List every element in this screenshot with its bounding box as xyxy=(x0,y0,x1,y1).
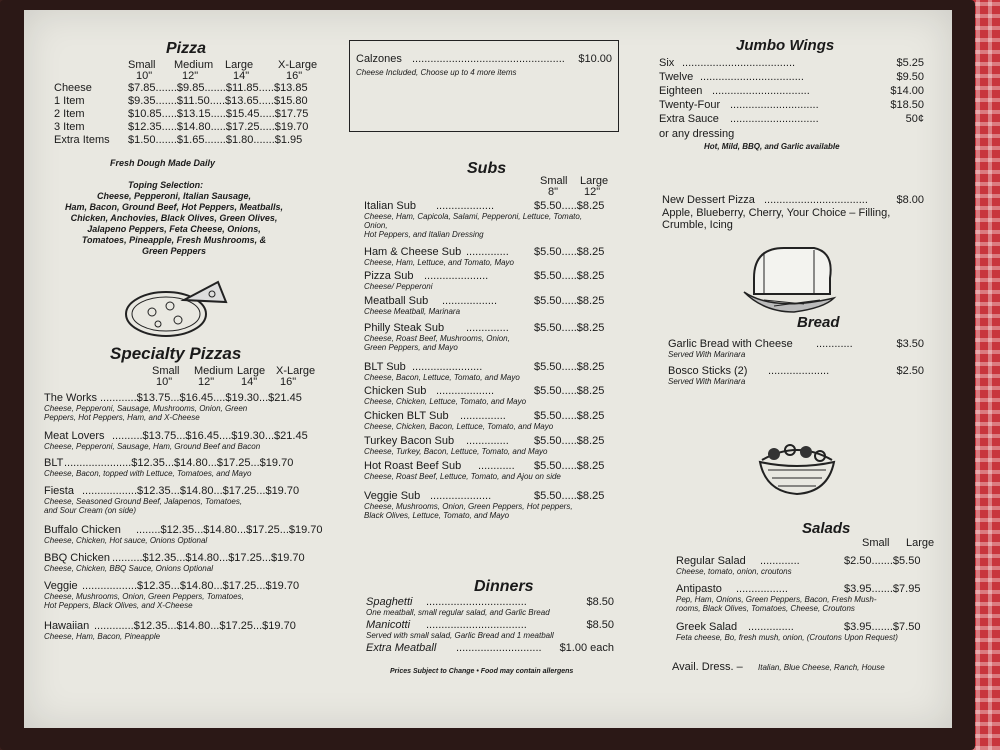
specialty-pizza-desc: Cheese, Chicken, Hot sauce, Onions Optional xyxy=(44,536,208,545)
pizza-size-header: Small xyxy=(128,59,156,71)
bread-desc: Served With Marinara xyxy=(668,377,746,386)
wing-price: $18.50 xyxy=(890,99,924,111)
dinner-name: Manicotti xyxy=(366,619,411,631)
bread-name: Garlic Bread with Cheese xyxy=(668,338,793,350)
menu-column-right xyxy=(644,10,944,728)
wing-price: $14.00 xyxy=(890,85,924,97)
specialty-pizza-desc: Cheese, Chicken, BBQ Sauce, Onions Optional xyxy=(44,564,213,573)
sub-dots: ................... xyxy=(436,200,495,212)
wing-name: Twelve xyxy=(659,71,694,83)
sub-prices: $5.50.....$8.25 xyxy=(534,246,605,258)
bread-name: Bosco Sticks (2) xyxy=(668,365,748,377)
sub-desc: Cheese, Roast Beef, Lettuce, Tomato, and Ajou on side xyxy=(364,472,561,481)
bread-dots: ............ xyxy=(816,338,853,350)
specialty-pizza-prices: ..........$13.75...$16.45....$19.30...$21.45 xyxy=(112,430,308,442)
menu-page xyxy=(24,10,952,728)
wing-price: $9.50 xyxy=(896,71,924,83)
specialty-pizza-prices: .............$12.35...$14.80...$17.25...$19.70 xyxy=(94,620,296,632)
salad-name: Antipasto xyxy=(676,583,722,595)
pizza-size-inches: 10" xyxy=(136,70,153,82)
menu-column-left xyxy=(24,10,324,728)
sub-dots: ............... xyxy=(460,410,506,422)
sub-size-large: Large xyxy=(580,175,609,187)
calzones-dots: .................................................. xyxy=(412,53,565,65)
specialty-pizza-name: Meat Lovers xyxy=(44,430,105,442)
specialty-pizza-name: BBQ Chicken xyxy=(44,552,111,564)
pizza-row-prices: $10.85.....$13.15.....$15.45.....$17.75 xyxy=(128,108,309,120)
sub-desc: Cheese, Ham, Lettuce, and Tomato, Mayo xyxy=(364,258,515,267)
sub-name: Meatball Sub xyxy=(364,295,429,307)
specialty-pizza-desc: Cheese, Seasoned Ground Beef, Jalapenos, Tomatoes, xyxy=(44,497,243,506)
bread-illustration xyxy=(734,238,844,318)
menu-column-middle xyxy=(334,10,634,728)
sub-desc: Cheese, Bacon, Lettuce, Tomato, and Mayo xyxy=(364,373,520,382)
specialty-pizza-name: Hawaiian xyxy=(44,620,90,632)
dinner-name: Spaghetti xyxy=(366,596,413,608)
specialty-pizza-desc: Cheese, Bacon, topped with Lettuce, Tomatoes, and Mayo xyxy=(44,469,252,478)
wing-price: $5.25 xyxy=(896,57,924,69)
salad-desc: rooms, Black Olives, Tomatoes, Cheese, Croutons xyxy=(676,604,855,613)
pizza-row-prices: $1.50.......$1.65.......$1.80.......$1.95 xyxy=(128,134,303,146)
dinner-dots: ................................. xyxy=(426,619,527,631)
dinner-name: Extra Meatball xyxy=(366,642,437,654)
prices-footer: Prices Subject to Change • Food may contain allergens xyxy=(390,668,574,675)
specialty-pizza-prices: ..................$12.35...$14.80...$17.25...$19.70 xyxy=(82,580,300,592)
dinner-price: $1.00 each xyxy=(559,642,614,654)
calzones-desc: Cheese Included, Choose up to 4 more items xyxy=(356,68,517,77)
salad-desc: Feta cheese, Bo, fresh mush, onion, (Croutons Upon Request) xyxy=(676,633,898,642)
bread-price: $2.50 xyxy=(896,365,924,377)
pizza-size-inches: 12" xyxy=(182,70,199,82)
salad-bowl-illustration xyxy=(752,430,842,500)
sub-name: Philly Steak Sub xyxy=(364,322,445,334)
salad-prices: $2.50.......$5.50 xyxy=(844,555,921,567)
wings-dressing: or any dressing xyxy=(659,128,735,140)
specialty-size-header: X-Large xyxy=(276,365,316,377)
topping-line: Green Peppers xyxy=(141,246,207,256)
sub-desc: Cheese, Chicken, Bacon, Lettuce, Tomato, and Mayo xyxy=(364,422,554,431)
specialty-pizza-name: The Works xyxy=(44,392,97,404)
sub-prices: $5.50.....$8.25 xyxy=(534,322,605,334)
pizza-size-header: X-Large xyxy=(278,59,318,71)
sub-prices: $5.50.....$8.25 xyxy=(534,295,605,307)
sub-name: BLT Sub xyxy=(364,361,406,373)
specialty-pizza-desc: Peppers, Hot Peppers, Ham, and X-Cheese xyxy=(44,413,200,422)
sub-desc: Hot Peppers, and Italian Dressing xyxy=(364,230,484,239)
dinner-desc: Served with small salad, Garlic Bread and 1 meatball xyxy=(366,631,554,640)
salad-desc: Cheese, tomato, onion, croutons xyxy=(676,567,792,576)
sub-name: Turkey Bacon Sub xyxy=(364,435,455,447)
sub-dots: .............. xyxy=(466,435,509,447)
sub-dots: .............. xyxy=(466,322,509,334)
jumbo-wings-title: Jumbo Wings xyxy=(736,37,835,54)
sub-name: Chicken BLT Sub xyxy=(364,410,449,422)
pizza-slice-illustration xyxy=(122,272,232,342)
specialty-pizza-desc: Cheese, Pepperoni, Sausage, Mushrooms, Onion, Green xyxy=(44,404,248,413)
topping-title: Toping Selection: xyxy=(128,180,204,190)
wing-name: Extra Sauce xyxy=(659,113,719,125)
sub-desc: Onion, xyxy=(364,221,388,230)
sub-dots: .................... xyxy=(430,490,492,502)
calzones-name: Calzones xyxy=(356,53,402,65)
pizza-row-label: Cheese xyxy=(54,82,92,94)
specialty-pizza-desc: and Sour Cream (on side) xyxy=(44,506,137,515)
specialty-pizza-name: BLT xyxy=(44,457,64,469)
sub-desc: Cheese, Turkey, Bacon, Lettuce, Tomato, and Mayo xyxy=(364,447,548,456)
dressings-label: Avail. Dress. – xyxy=(672,661,743,673)
calzones-price: $10.00 xyxy=(578,53,612,65)
wing-dots: ............................. xyxy=(730,113,819,125)
pizza-row-prices: $12.35.....$14.80.....$17.25.....$19.70 xyxy=(128,121,309,133)
sub-name: Italian Sub xyxy=(364,200,416,212)
wing-price: 50¢ xyxy=(905,113,924,125)
sub-prices: $5.50.....$8.25 xyxy=(534,200,605,212)
specialty-size-inches: 14" xyxy=(241,376,258,388)
sub-desc: Cheese, Roast Beef, Mushrooms, Onion, xyxy=(364,334,510,343)
sub-dots: .................. xyxy=(442,295,498,307)
salad-size-small: Small xyxy=(862,537,890,549)
wing-dots: ................................ xyxy=(712,85,810,97)
sub-name: Chicken Sub xyxy=(364,385,427,397)
salad-prices: $3.95.......$7.50 xyxy=(844,621,921,633)
specialty-size-inches: 12" xyxy=(198,376,215,388)
sub-size-large-inches: 12" xyxy=(584,186,601,198)
dinner-price: $8.50 xyxy=(586,596,614,608)
sub-prices: $5.50.....$8.25 xyxy=(534,490,605,502)
specialty-pizza-desc: Cheese, Pepperoni, Sausage, Ham, Ground Beef and Bacon xyxy=(44,442,261,451)
calzones-box xyxy=(349,40,619,132)
salad-dots: ............. xyxy=(760,555,800,567)
sub-name: Hot Roast Beef Sub xyxy=(364,460,462,472)
salad-prices: $3.95.......$7.95 xyxy=(844,583,921,595)
salad-name: Greek Salad xyxy=(676,621,738,633)
specialty-pizza-prices: ..........$12.35...$14.80...$17.25...$19.70 xyxy=(112,552,305,564)
dessert-desc-1: Apple, Blueberry, Cherry, Your Choice – Filling, xyxy=(662,207,891,219)
dinner-desc: One meatball, small regular salad, and Garlic Bread xyxy=(366,608,550,617)
salad-dots: ............... xyxy=(748,621,794,633)
pizza-size-header: Medium xyxy=(174,59,214,71)
specialty-pizza-prices: ..................$12.35...$14.80...$17.25...$19.70 xyxy=(82,485,300,497)
sub-prices: $5.50.....$8.25 xyxy=(534,270,605,282)
sub-desc: Cheese, Chicken, Lettuce, Tomato, and Mayo xyxy=(364,397,527,406)
sub-dots: ............ xyxy=(478,460,515,472)
sub-dots: ..................... xyxy=(424,270,489,282)
dessert-desc-2: Crumble, Icing xyxy=(662,219,733,231)
sub-desc: Cheese, Ham, Capicola, Salami, Pepperoni, Lettuce, Tomato, xyxy=(364,212,583,221)
pizza-row-prices: $7.85.......$9.85.......$11.85.....$13.85 xyxy=(128,82,308,94)
sub-name: Veggie Sub xyxy=(364,490,421,502)
specialty-pizza-name: Veggie xyxy=(44,580,78,592)
sub-prices: $5.50.....$8.25 xyxy=(534,435,605,447)
bread-title: Bread xyxy=(797,314,840,331)
sub-dots: .............. xyxy=(466,246,509,258)
wing-name: Eighteen xyxy=(659,85,703,97)
wings-flavors: Hot, Mild, BBQ, and Garlic available xyxy=(704,142,840,151)
bread-price: $3.50 xyxy=(896,338,924,350)
sub-size-small-inches: 8" xyxy=(548,186,559,198)
specialty-pizzas-title: Specialty Pizzas xyxy=(110,344,242,363)
dressings-list: Italian, Blue Cheese, Ranch, House xyxy=(758,663,885,672)
topping-line: Jalapeno Peppers, Feta Cheese, Onions, xyxy=(87,224,261,234)
sub-name: Pizza Sub xyxy=(364,270,414,282)
pizza-row-label: 3 Item xyxy=(54,121,85,133)
sub-desc: Cheese, Mushrooms, Onion, Green Peppers, Hot peppers, xyxy=(364,502,573,511)
pizza-size-inches: 14" xyxy=(233,70,250,82)
wing-name: Six xyxy=(659,57,675,69)
sub-size-small: Small xyxy=(540,175,568,187)
sub-desc: Black Olives, Lettuce, Tomato, and Mayo xyxy=(364,511,510,520)
specialty-pizza-desc: Cheese, Ham, Bacon, Pineapple xyxy=(44,632,161,641)
pizza-title: Pizza xyxy=(166,40,207,57)
bread-dots: .................... xyxy=(768,365,830,377)
pizza-row-label: 2 Item xyxy=(54,108,85,120)
salads-title: Salads xyxy=(802,520,851,537)
salad-size-large: Large xyxy=(906,537,935,549)
specialty-pizza-desc: Cheese, Mushrooms, Onion, Green Peppers, Tomatoes, xyxy=(44,592,244,601)
salad-desc: Pep, Ham, Onions, Green Peppers, Bacon, Fresh Mush- xyxy=(676,595,877,604)
sub-name: Ham & Cheese Sub xyxy=(364,246,462,258)
salad-name: Regular Salad xyxy=(676,555,746,567)
specialty-pizza-prices: ............$13.75...$16.45....$19.30...$21.45 xyxy=(100,392,302,404)
wing-dots: ..................................... xyxy=(682,57,796,69)
bread-desc: Served With Marinara xyxy=(668,350,746,359)
dinner-price: $8.50 xyxy=(586,619,614,631)
sub-prices: $5.50.....$8.25 xyxy=(534,460,605,472)
subs-title: Subs xyxy=(467,160,507,177)
pizza-row-label: 1 Item xyxy=(54,95,85,107)
specialty-size-header: Large xyxy=(237,365,266,377)
specialty-size-header: Small xyxy=(152,365,180,377)
sub-desc: Cheese Meatball, Marinara xyxy=(364,307,461,316)
topping-line: Tomatoes, Pineapple, Fresh Mushrooms, & xyxy=(81,235,267,245)
topping-line: Chicken, Anchovies, Black Olives, Green Olives, xyxy=(70,213,278,223)
specialty-pizza-name: Buffalo Chicken xyxy=(44,524,121,536)
dinner-dots: ................................. xyxy=(426,596,527,608)
sub-prices: $5.50.....$8.25 xyxy=(534,410,605,422)
specialty-size-header: Medium xyxy=(194,365,234,377)
dessert-dots: .................................. xyxy=(764,194,868,206)
dessert-price: $8.00 xyxy=(896,194,924,206)
specialty-pizza-desc: Hot Peppers, Black Olives, and X-Cheese xyxy=(44,601,193,610)
pizza-size-header: Large xyxy=(225,59,254,71)
fresh-dough-note: Fresh Dough Made Daily xyxy=(110,158,216,168)
sub-dots: ................... xyxy=(436,385,495,397)
sub-dots: ....................... xyxy=(412,361,483,373)
specialty-pizza-prices: ........$12.35...$14.80...$17.25...$19.70 xyxy=(136,524,323,536)
wing-dots: .................................. xyxy=(700,71,804,83)
wing-dots: ............................. xyxy=(730,99,819,111)
sub-desc: Cheese/ Pepperoni xyxy=(364,282,433,291)
pizza-size-inches: 16" xyxy=(286,70,303,82)
dessert-name: New Dessert Pizza xyxy=(662,194,755,206)
pizza-row-prices: $9.35.......$11.50.....$13.65.....$15.80 xyxy=(128,95,308,107)
specialty-pizza-name: Fiesta xyxy=(44,485,74,497)
topping-line: Ham, Bacon, Ground Beef, Hot Peppers, Meatballs, xyxy=(64,202,284,212)
salad-dots: ................. xyxy=(736,583,788,595)
sub-desc: Green Peppers, and Mayo xyxy=(364,343,458,352)
sub-prices: $5.50.....$8.25 xyxy=(534,385,605,397)
wing-name: Twenty-Four xyxy=(659,99,721,111)
sub-prices: $5.50.....$8.25 xyxy=(534,361,605,373)
specialty-size-inches: 10" xyxy=(156,376,173,388)
dinner-dots: ............................ xyxy=(456,642,542,654)
topping-line: Cheese, Pepperoni, Italian Sausage, xyxy=(96,191,252,201)
specialty-size-inches: 16" xyxy=(280,376,297,388)
specialty-pizza-prices: ......................$12.35...$14.80...$17.25...$19.70 xyxy=(64,457,294,469)
dinners-title: Dinners xyxy=(474,578,534,595)
pizza-row-label: Extra Items xyxy=(54,134,110,146)
